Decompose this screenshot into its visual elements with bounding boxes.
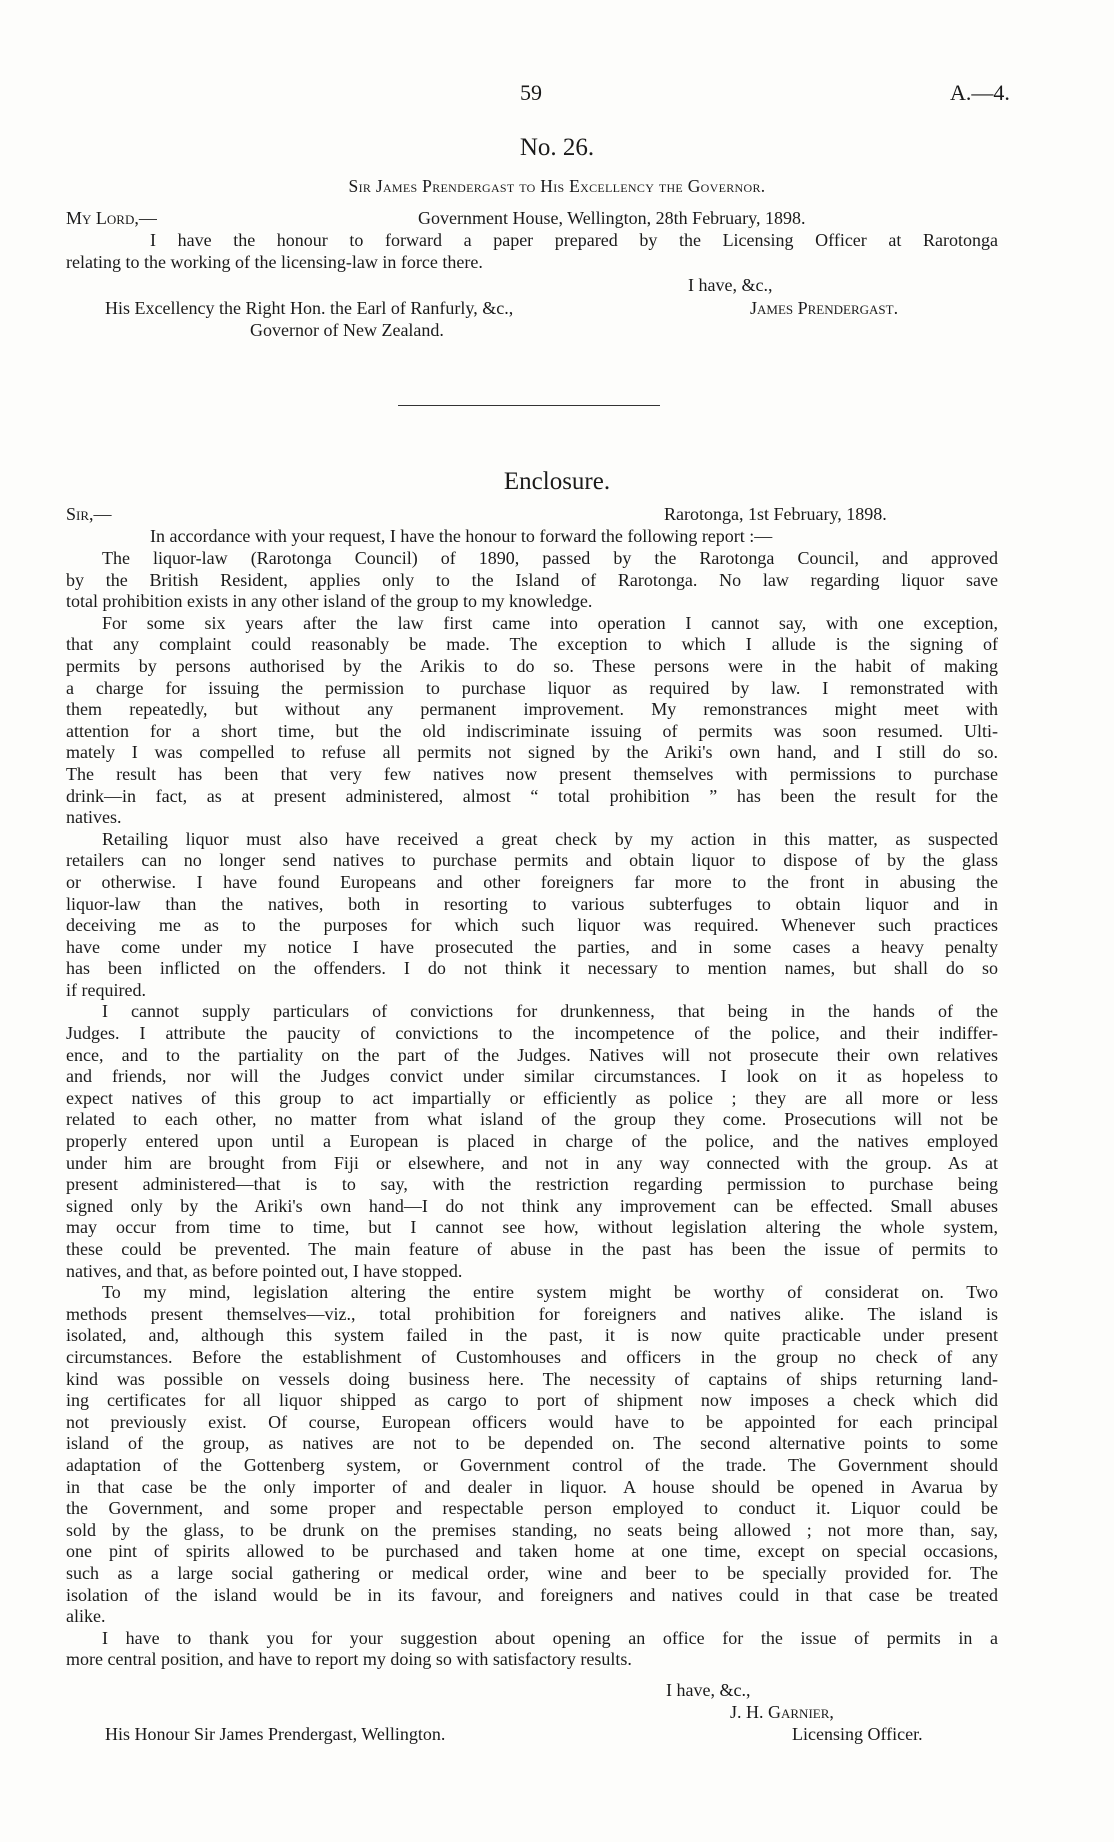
letter-body [66, 230, 998, 273]
paragraph-line: The result has been that very few natives now present themselves with permissions to purchase [66, 763, 998, 784]
paragraph-line: present administered—that is to say, with the restriction regarding permission to purchase being [66, 1174, 998, 1195]
paragraph-line: methods present themselves—viz., total prohibition for foreigners and natives alike. The island is [66, 1303, 998, 1324]
page-reference: A.—4. [950, 80, 1010, 105]
paragraph-line: attention for a short time, but the old indiscriminate issuing of permits was soon resumed. Ulti- [66, 720, 998, 741]
paragraph-line: alike. [66, 1606, 106, 1627]
paragraph-line: natives, and that, as before pointed out, I have stopped. [66, 1260, 463, 1281]
paragraph-line: kind was possible on vessels doing business here. The necessity of captains of ships returning land- [66, 1368, 998, 1389]
letter-addressee-line: Governor of New Zealand. [250, 320, 444, 340]
paragraph-line: and friends, nor will the Judges convict under similar circumstances. I look on it as hopeless to [66, 1066, 998, 1087]
paragraph-line: such as a large social gathering or medical order, wine and beer to be specially provided for. The [66, 1562, 998, 1583]
paragraph-line: a charge for issuing the permission to purchase liquor as required by law. I remonstrated with [66, 677, 998, 698]
paragraph-line: related to each other, no matter from what island of the group they come. Prosecutions will not be [66, 1109, 998, 1130]
paragraph-line: I have to thank you for your suggestion about opening an office for the issue of permits in a [102, 1627, 998, 1648]
paragraph-line: in that case be the only importer of and dealer in liquor. A house should be opened in Avarua by [66, 1476, 998, 1497]
paragraph-line: expect natives of this group to act impartially or efficiently as police ; they are all more or less [66, 1087, 998, 1108]
paragraph-line: by the British Resident, applies only to the Island of Rarotonga. No law regarding liquor save [66, 569, 998, 590]
paragraph-line: more central position, and have to report my doing so with satisfactory results. [66, 1649, 632, 1670]
letter-signature: James Prendergast. [750, 298, 899, 318]
paragraph-line: or otherwise. I have found Europeans and other foreigners far more to the front in abusing the [66, 871, 998, 892]
paragraph-line: retailers can no longer send natives to purchase permits and obtain liquor to dispose of by the glass [66, 850, 998, 871]
paragraph-line: circumstances. Before the establishment of Customhouses and officers in the group no check of any [66, 1346, 998, 1367]
enclosure-closing: I have, &c., [666, 1680, 751, 1700]
paragraph-line: isolation of the island would be in its favour, and foreigners and natives could in that case be treated [66, 1584, 998, 1605]
section-divider [398, 405, 660, 406]
paragraph-line: Judges. I attribute the paucity of convictions to the incompetence of the police, and their indiffer- [66, 1023, 998, 1044]
paragraph-line: liquor-law than the natives, both in resorting to various subterfuges to obtain liquor and in [66, 893, 998, 914]
paragraph-line: mately I was compelled to refuse all permits not signed by the Ariki's own hand, and I still do so. [66, 742, 998, 763]
paragraph-line: that any complaint could reasonably be made. The exception to which I allude is the signing of [66, 634, 998, 655]
enclosure-body [66, 548, 998, 1671]
paragraph-line: deceiving me as to the purposes for which such liquor was required. Whenever such practices [66, 915, 998, 936]
paragraph-line: have come under my notice I have prosecuted the parties, and in some cases a heavy penalty [66, 936, 998, 957]
letter-subtitle: Sir James Prendergast to His Excellency the Governor. [348, 176, 766, 196]
enclosure-signature-title: Licensing Officer. [792, 1724, 923, 1744]
paragraph-line: For some six years after the law first came into operation I cannot say, with one exception, [102, 612, 998, 633]
letter-place-date: Government House, Wellington, 28th February, 1898. [418, 208, 806, 228]
letter-body-line: relating to the working of the licensing-law in force there. [66, 251, 483, 272]
paragraph-line: sold by the glass, to be drunk on the premises standing, no seats being allowed ; not more than, say, [66, 1519, 998, 1540]
letter-salutation: My Lord,— [66, 208, 157, 228]
paragraph-line: has been inflicted on the offenders. I do not think it necessary to mention names, but shall do so [66, 958, 998, 979]
paragraph-line: properly entered upon until a European is placed in charge of the police, and the natives employed [66, 1131, 998, 1152]
paragraph-line: ing certificates for all liquor shipped as cargo to port of shipment now imposes a check which did [66, 1390, 998, 1411]
paragraph-line: these could be prevented. The main feature of abuse in the past has been the issue of permits to [66, 1239, 998, 1259]
paragraph-line: island of the group, as natives are not to be depended on. The second alternative points to some [66, 1433, 998, 1454]
paragraph-line: I cannot supply particulars of convictions for drunkenness, that being in the hands of the [102, 1001, 998, 1022]
paragraph-line: isolated, and, although this system failed in the past, it is now quite practicable under present [66, 1325, 998, 1346]
paragraph-line: the Government, and some proper and respectable person employed to conduct it. Liquor could be [66, 1498, 998, 1519]
paragraph-line: total prohibition exists in any other island of the group to my knowledge. [66, 591, 593, 612]
paragraph-line: adaptation of the Gottenberg system, or Government control of the trade. The Government should [66, 1454, 998, 1475]
enclosure-salutation: Sir,— [66, 504, 112, 524]
paragraph-line: signed only by the Ariki's own hand—I do not think any improvement can be effected. Small abuses [66, 1195, 998, 1216]
letter-closing: I have, &c., [688, 275, 773, 295]
enclosure-place-date: Rarotonga, 1st February, 1898. [664, 504, 887, 524]
enclosure-title: Enclosure. [503, 468, 611, 495]
paragraph-line: may occur from time to time, but I cannot see how, without legislation altering the whole system, [66, 1217, 998, 1238]
page-number: 59 [520, 80, 542, 105]
paragraph-line: ence, and to the partiality on the part of the Judges. Natives will not prosecute their own relatives [66, 1044, 998, 1065]
enclosure-intro: In accordance with your request, I have the honour to forward the following report :— [150, 526, 773, 546]
paragraph-line: them repeatedly, but without any permanent improvement. My remonstrances might meet with [66, 699, 998, 720]
letter-body-line: I have the honour to forward a paper prepared by the Licensing Officer at Rarotonga [150, 230, 998, 250]
letter-addressee-line: His Excellency the Right Hon. the Earl of Ranfurly, &c., [105, 298, 514, 318]
paragraph-line: not previously exist. Of course, European officers would have to be appointed for each principal [66, 1411, 998, 1432]
paragraph-line: one pint of spirits allowed to be purchased and taken home at one time, except on special occasions, [66, 1541, 998, 1562]
paragraph-line: permits by persons authorised by the Arikis to do so. These persons were in the habit of making [66, 655, 998, 676]
paragraph-line: under him are brought from Fiji or elsewhere, and not in any way connected with the group. As at [66, 1152, 998, 1173]
paragraph-line: if required. [66, 979, 146, 1000]
paragraph-line: The liquor-law (Rarotonga Council) of 1890, passed by the Rarotonga Council, and approved [102, 548, 998, 568]
paragraph-line: drink—in fact, as at present administered, almost “ total prohibition ” has been the result for the [66, 785, 998, 806]
letter-number: No. 26. [519, 134, 595, 161]
paragraph-line: Retailing liquor must also have received a great check by my action in this matter, as suspected [102, 828, 998, 849]
paragraph-line: natives. [66, 807, 122, 828]
enclosure-addressee: His Honour Sir James Prendergast, Wellington. [105, 1724, 446, 1744]
enclosure-signature: J. H. Garnier, [730, 1702, 834, 1722]
paragraph-line: To my mind, legislation altering the entire system might be worthy of considerat on. Two [102, 1282, 998, 1303]
